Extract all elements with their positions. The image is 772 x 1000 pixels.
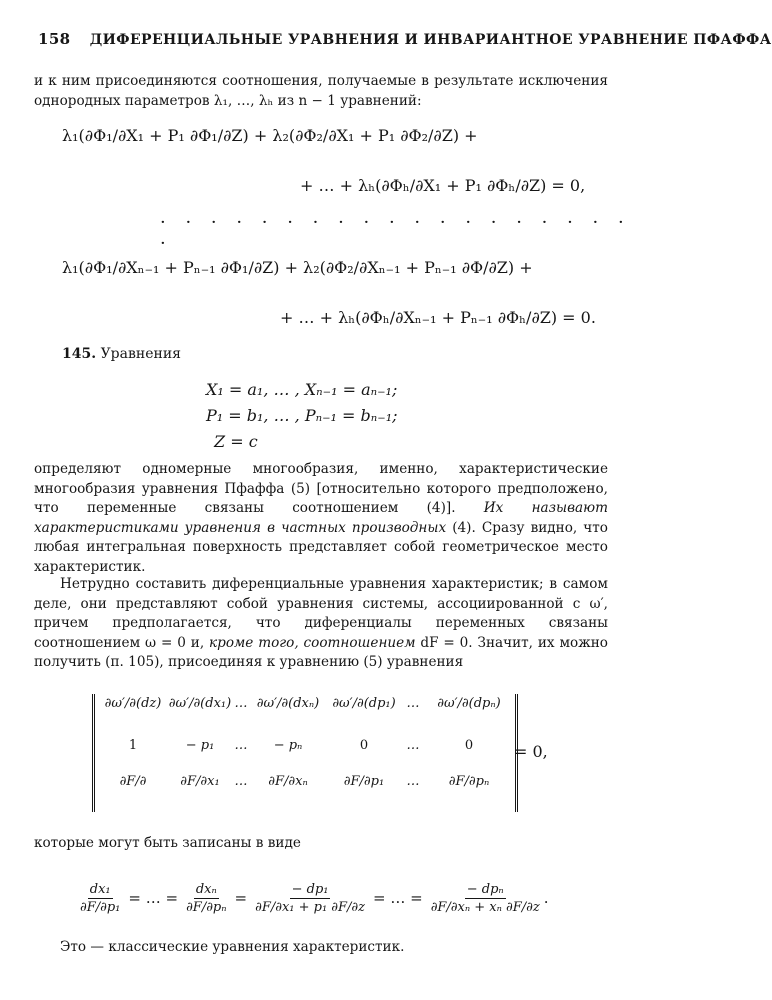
fraction-4 bbox=[429, 882, 542, 915]
det-cell: … bbox=[406, 774, 420, 789]
fraction-1 bbox=[78, 882, 122, 915]
fraction-2-den: ∂F/∂pₙ bbox=[186, 899, 227, 915]
intro-paragraph: и к ним присоединяются соотношения, получаемые в результате исключения однородных параметров λ₁, …, λₕ из n − 1 уравнений: bbox=[34, 73, 608, 109]
det-cell: 0 bbox=[359, 738, 369, 753]
fraction-4-num: − dpₙ bbox=[466, 881, 504, 897]
fraction-1-den: ∂F/∂p₁ bbox=[80, 899, 121, 915]
para2-text-2: dF = 0. Значит, их можно получить (п. 105), присоединяя к уравнению (5) уравнения bbox=[34, 634, 608, 670]
paragraph-characteristics bbox=[34, 460, 608, 577]
det-cell: − pₙ bbox=[273, 738, 303, 753]
equation-1-line-2: + … + λₕ(∂Φₕ/∂X₁ + P₁ ∂Φₕ/∂Z) = 0, bbox=[300, 176, 586, 195]
det-cell: ∂ω′/∂(dz) bbox=[104, 696, 162, 711]
closing-sentence: Это — классические уравнения характеристик. bbox=[60, 939, 405, 955]
system-line-1: X₁ = a₁, … , Xₙ₋₁ = aₙ₋₁; bbox=[206, 380, 398, 399]
separator: = … = bbox=[128, 889, 179, 907]
section-heading bbox=[62, 346, 181, 362]
det-cell: 1 bbox=[128, 738, 138, 753]
det-cell: ∂ω′/∂(dxₙ) bbox=[256, 696, 320, 711]
para1-text-1: определяют одномерные многообразия, именно, характеристические многообразия уравнения Пфаффа (5) [относительно которого предположено, что переменные связаны соотношением (4)]. bbox=[34, 461, 608, 516]
determinant bbox=[92, 694, 518, 812]
running-header bbox=[38, 30, 772, 48]
para1-italic: Их называют характеристиками уравнения в частных производных bbox=[34, 500, 608, 536]
det-cell: … bbox=[406, 738, 420, 753]
det-cell: 0 bbox=[464, 738, 474, 753]
fraction-4-den: ∂F/∂xₙ + xₙ ∂F/∂z bbox=[430, 899, 540, 915]
det-cell: ∂F/∂pₙ bbox=[448, 774, 490, 789]
section-number: 145. bbox=[62, 346, 97, 362]
det-cell: ∂F/∂p₁ bbox=[343, 774, 385, 789]
fraction-3 bbox=[253, 882, 367, 915]
para1-text-2: (4). Сразу видно, что любая интегральная поверхность представляет собой геометрическое место характеристик. bbox=[34, 519, 608, 575]
det-cell: ∂F/∂x₁ bbox=[180, 774, 220, 789]
equals-sign: = bbox=[234, 889, 248, 907]
fraction-2-num: dxₙ bbox=[195, 881, 217, 897]
fraction-3-num: − dp₁ bbox=[291, 881, 329, 897]
det-cell: … bbox=[234, 738, 248, 753]
det-cell: … bbox=[406, 696, 420, 711]
equation-2-line-1: λ₁(∂Φ₁/∂Xₙ₋₁ + Pₙ₋₁ ∂Φ₁/∂Z) + λ₂(∂Φ₂/∂Xₙ₋₁ + Pₙ₋₁ ∂Φ/∂Z) + bbox=[62, 258, 533, 277]
determinant-row-2 bbox=[95, 738, 515, 776]
separator: = … = bbox=[373, 889, 423, 907]
det-cell: ∂ω′/∂(dpₙ) bbox=[437, 696, 501, 711]
running-title: ДИФЕРЕНЦИАЛЬНЫЕ УРАВНЕНИЯ И ИНВАРИАНТНОЕ УРАВНЕНИЕ ПФАФФА bbox=[89, 32, 772, 48]
para2-italic: кроме того, соотношением bbox=[209, 634, 416, 651]
equation-2-line-2: + … + λₕ(∂Φₕ/∂Xₙ₋₁ + Pₙ₋₁ ∂Φₕ/∂Z) = 0. bbox=[280, 308, 596, 327]
determinant-row-1 bbox=[95, 696, 515, 734]
determinant-rhs: = 0, bbox=[514, 742, 548, 761]
final-period: . bbox=[543, 889, 549, 907]
ellipsis-row: · · · · · · · · · · · · · · · · · · · · bbox=[160, 212, 631, 254]
paragraph-differential-equations bbox=[34, 575, 608, 673]
fraction-2 bbox=[184, 882, 228, 915]
section-title: Уравнения bbox=[100, 346, 181, 362]
page-number: 158 bbox=[38, 30, 71, 48]
det-cell: … bbox=[234, 774, 248, 789]
fraction-1-num: dx₁ bbox=[89, 881, 111, 897]
system-line-3: Z = c bbox=[214, 432, 258, 451]
para2-text-1: Нетрудно составить диференциальные уравнения характеристик; в самом деле, они представляют собой уравнения системы, ассоциированной с ω′, причем предполагается, что диференциалы переменных связаны соотношением ω = 0 и, bbox=[34, 576, 608, 651]
fraction-3-den: ∂F/∂x₁ + p₁ ∂F/∂z bbox=[255, 899, 365, 915]
det-cell: ∂ω′/∂(dx₁) bbox=[168, 696, 232, 711]
system-line-2: P₁ = b₁, … , Pₙ₋₁ = bₙ₋₁; bbox=[206, 406, 398, 425]
det-cell: ∂ω′/∂(dp₁) bbox=[332, 696, 396, 711]
det-cell: ∂F/∂ bbox=[119, 774, 147, 789]
paragraph-can-be-written: которые могут быть записаны в виде bbox=[34, 835, 301, 851]
det-cell: … bbox=[234, 696, 248, 711]
determinant-row-3 bbox=[95, 774, 515, 812]
det-cell: − p₁ bbox=[185, 738, 215, 753]
equation-1-line-1: λ₁(∂Φ₁/∂X₁ + P₁ ∂Φ₁/∂Z) + λ₂(∂Φ₂/∂X₁ + P₁ ∂Φ₂/∂Z) + bbox=[62, 126, 478, 145]
final-equation bbox=[76, 868, 566, 928]
det-cell: ∂F/∂xₙ bbox=[268, 774, 308, 789]
